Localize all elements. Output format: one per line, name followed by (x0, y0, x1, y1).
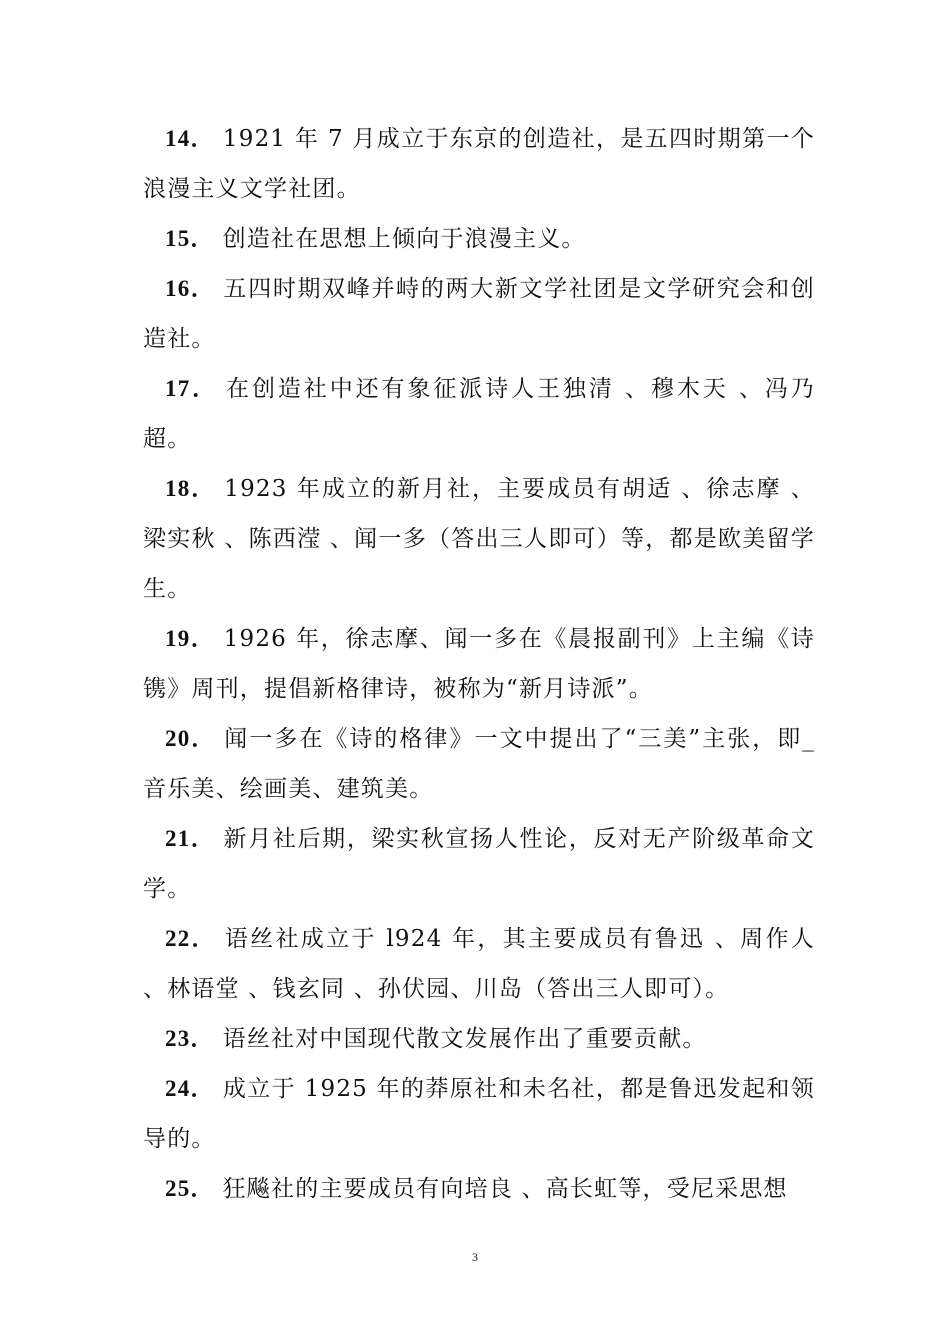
item-text: 成立于 1925 年的莽原社和未名社，都是鲁迅发起和领导的。 (143, 1076, 815, 1152)
item-number: 17． (165, 376, 219, 401)
list-item (143, 364, 815, 464)
item-text: 创造社在思想上倾向于浪漫主义。 (222, 226, 586, 252)
list-item (143, 1064, 815, 1164)
item-text: 新月社后期，梁实秋宣扬人性论，反对无产阶级革命文学。 (143, 826, 815, 902)
item-text: 五四时期双峰并峙的两大新文学社团是文学研究会和创造社。 (143, 276, 815, 352)
item-number: 22． (165, 926, 217, 951)
item-number: 20． (165, 726, 217, 751)
page-number: 3 (472, 1250, 478, 1264)
list-item (143, 464, 815, 614)
item-text: 狂飚社的主要成员有向培良 、高长虹等，受尼采思想 (222, 1176, 788, 1202)
item-text: 在创造社中还有象征派诗人王独清 、穆木天 、冯乃超。 (143, 376, 815, 452)
list-item (143, 614, 815, 714)
item-text: 1926 年，徐志摩、闻一多在《晨报副刊》上主编《诗镌》周刊，提倡新格律诗，被称为“新月诗派”。 (143, 626, 816, 702)
item-number: 21． (165, 826, 216, 851)
item-text: 1921 年 7 月成立于东京的创造社，是五四时期第一个浪漫主义文学社团。 (143, 126, 816, 202)
item-number: 23． (165, 1026, 215, 1051)
list-item (143, 264, 815, 364)
item-number: 15． (165, 226, 215, 251)
list-item (143, 914, 815, 1014)
item-number: 24． (165, 1076, 215, 1101)
question-list (143, 114, 815, 1214)
item-number: 16． (165, 276, 216, 301)
list-item (143, 1014, 815, 1064)
list-item (143, 214, 815, 264)
item-number: 25． (165, 1176, 215, 1201)
item-number: 19． (165, 626, 216, 651)
item-text: 闻一多在《诗的格律》一文中提出了“三美”主张，即_音乐美、绘画美、建筑美。 (143, 726, 815, 802)
item-text: 语丝社对中国现代散文发展作出了重要贡献。 (222, 1026, 707, 1052)
list-item (143, 1164, 815, 1214)
list-item (143, 814, 815, 914)
list-item (143, 714, 815, 814)
list-item (143, 114, 815, 214)
item-number: 18． (165, 476, 217, 501)
item-text: 语丝社成立于 l924 年，其主要成员有鲁迅 、周作人 、林语堂 、钱玄同 、孙伏园、川岛（答出三人即可）。 (143, 926, 815, 1002)
item-text: 1923 年成立的新月社，主要成员有胡适 、徐志摩 、梁实秋 、陈西滢 、闻一多（答出三人即可）等，都是欧美留学生。 (143, 476, 815, 602)
item-number: 14． (165, 126, 215, 151)
